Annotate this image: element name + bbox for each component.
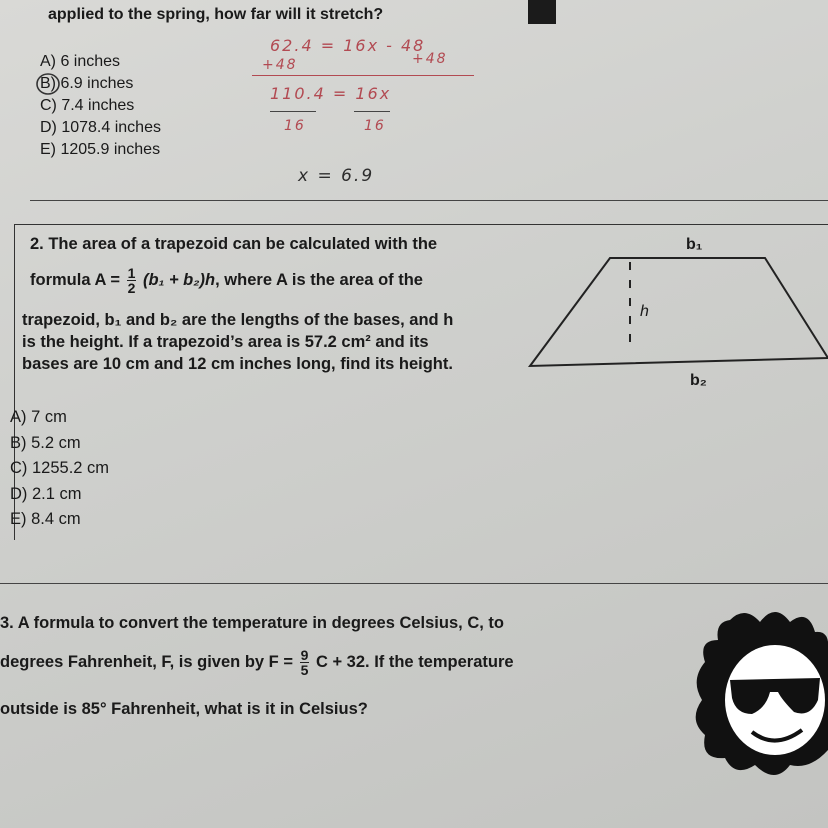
work-line-2: 110.4 = 16x xyxy=(270,84,392,103)
work-rule xyxy=(252,75,474,76)
q3-line-1: 3. A formula to convert the temperature in degrees Celsius, C, to xyxy=(0,614,504,632)
q2-formula-suffix: , where A is the area of the xyxy=(215,270,423,289)
q1-choice-b[interactable]: B) 6.9 inches xyxy=(40,75,134,92)
trapezoid-shape xyxy=(530,258,828,366)
sun-sunglasses-icon xyxy=(690,600,828,790)
label-b2: b₂ xyxy=(690,372,707,389)
div-rule-right xyxy=(354,111,390,112)
work-div-right: 16 xyxy=(364,118,386,134)
label-b1: b₁ xyxy=(686,236,703,253)
q2-fraction xyxy=(127,266,137,295)
work-add-right: +48 xyxy=(412,51,448,67)
q2-frac-den: 2 xyxy=(127,280,136,296)
q2-line-1: 2. The area of a trapezoid can be calculated with the xyxy=(30,235,438,253)
trapezoid-diagram xyxy=(520,228,828,398)
answer-circle-icon xyxy=(34,72,64,96)
q2-choice-e[interactable]: E) 8.4 cm xyxy=(10,510,81,528)
q3-fraction xyxy=(300,648,310,677)
q1-stem: applied to the spring, how far will it stretch? xyxy=(48,6,384,23)
q3-line-3: outside is 85° Fahrenheit, what is it in Celsius? xyxy=(0,700,368,718)
q1-choices xyxy=(40,51,161,161)
q3-line-2-suffix: C + 32. If the temperature xyxy=(315,652,514,671)
q2-choices xyxy=(10,405,109,533)
q3-formula-line xyxy=(0,648,514,677)
q2-choice-b[interactable]: B) 5.2 cm xyxy=(10,433,81,452)
q2-choice-c[interactable]: C) 1255.2 cm xyxy=(10,459,110,477)
q2-formula-prefix: formula A = xyxy=(30,270,121,289)
corner-sticker xyxy=(528,0,556,24)
q2-bottom-border xyxy=(0,583,828,584)
q2-line-4: is the height. If a trapezoid’s area is 57.2 cm² and its xyxy=(22,333,429,351)
q2-choice-d[interactable]: D) 2.1 cm xyxy=(10,484,82,503)
q1-choice-a[interactable]: A) 6 inches xyxy=(40,53,121,70)
q2-line-5: bases are 10 cm and 12 cm inches long, find its height. xyxy=(22,355,453,373)
q2-top-border xyxy=(14,224,828,225)
q2-frac-num: 1 xyxy=(127,265,136,281)
q1-choice-e[interactable]: E) 1205.9 inches xyxy=(40,141,161,158)
work-div-left: 16 xyxy=(284,118,306,134)
work-answer: x = 6.9 xyxy=(298,166,375,186)
q3-frac-num: 9 xyxy=(300,647,309,663)
q2-formula-line xyxy=(30,266,423,295)
work-line-1: 62.4 = 16x - 48 xyxy=(270,36,426,55)
q2-choice-a[interactable]: A) 7 cm xyxy=(10,408,67,426)
q1-bottom-border xyxy=(30,200,828,201)
label-h: h xyxy=(640,303,649,320)
q2-line-3: trapezoid, b₁ and b₂ are the lengths of the bases, and h xyxy=(22,311,454,329)
work-add-left: +48 xyxy=(262,57,298,73)
q1-choice-c[interactable]: C) 7.4 inches xyxy=(40,97,135,114)
q1-choice-d[interactable]: D) 1078.4 inches xyxy=(40,119,161,136)
q3-frac-den: 5 xyxy=(300,662,309,678)
q2-formula-body: (b₁ + b₂)h xyxy=(143,270,216,289)
q3-line-2-prefix: degrees Fahrenheit, F, is given by F = xyxy=(0,652,293,671)
div-rule-left xyxy=(270,111,316,112)
